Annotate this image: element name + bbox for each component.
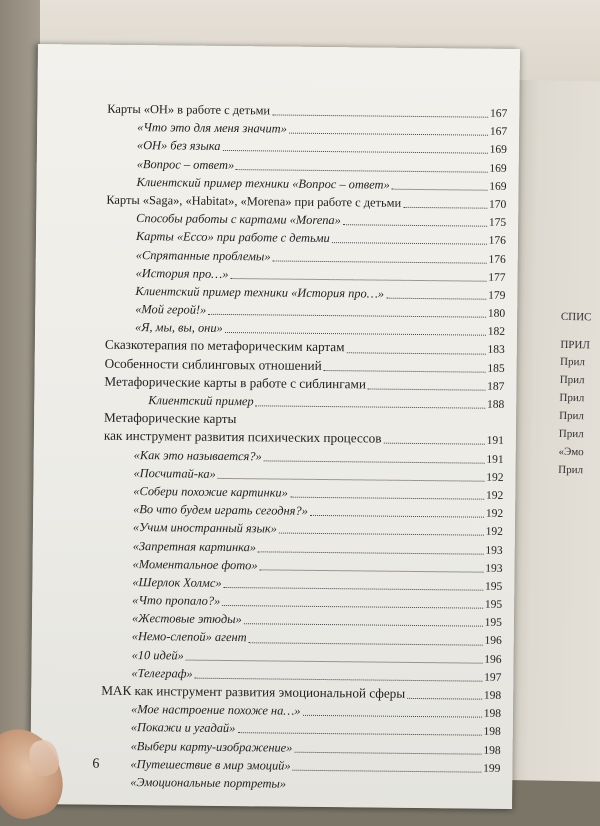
- table-of-contents: [100, 100, 507, 795]
- toc-entry-title: «Покажи и угадай»: [130, 720, 236, 736]
- toc-entry-title: Карты «Ессо» при работе с детьми: [135, 229, 330, 246]
- page-number: 6: [92, 756, 100, 772]
- toc-entry-page: 193: [485, 544, 503, 557]
- right-page-fragment: СПИС: [560, 310, 592, 324]
- toc-leader-dots: [293, 761, 482, 773]
- right-page-fragment: Прил: [559, 409, 585, 423]
- toc-entry-page: 167: [489, 125, 508, 139]
- toc-leader-dots: [289, 124, 488, 136]
- toc-leader-dots: [218, 469, 485, 482]
- right-page-fragment: Прил: [559, 355, 586, 369]
- toc-leader-dots: [244, 615, 483, 628]
- toc-leader-dots: [403, 198, 487, 209]
- toc-entry-page: 169: [489, 180, 507, 193]
- toc-entry-title: Метафорические карты в работе с сиблингами: [104, 373, 367, 392]
- toc-entry-page: 195: [484, 598, 503, 611]
- toc-entry-title: Карты «ОН» в работе с детьми: [107, 101, 271, 118]
- toc-entry-title: Способы работы с картами «Morena»: [136, 211, 341, 228]
- toc-leader-dots: [230, 269, 486, 282]
- toc-entry-title: «Собери похожие картинки»: [133, 483, 288, 500]
- toc-entry-page: 196: [484, 653, 502, 666]
- toc-leader-dots: [290, 488, 484, 500]
- toc-leader-dots: [343, 215, 487, 227]
- toc-entry-page: 197: [484, 671, 502, 684]
- toc-entry-title: «Путешествие в мир эмоций»: [130, 756, 291, 773]
- toc-entry-title: «Жестовые этюды»: [131, 611, 242, 627]
- toc-leader-dots: [310, 506, 484, 518]
- toc-entry-title: «10 идей»: [131, 647, 184, 663]
- toc-entry-page: 199: [483, 762, 501, 775]
- toc-leader-dots: [222, 141, 487, 154]
- toc-leader-dots: [222, 596, 483, 609]
- toc-leader-dots: [256, 396, 485, 408]
- toc-entry-page: 176: [488, 253, 506, 266]
- toc-entry-page: 179: [488, 289, 506, 302]
- toc-entry-page: 169: [489, 162, 507, 175]
- toc-entry-page: 185: [487, 362, 505, 375]
- toc-entry-title: «ОН» без языка: [136, 138, 221, 154]
- toc-entry-title: Карты «Saga», «Habitat», «Morena» при работе с детьми: [106, 192, 402, 210]
- toc-entry-page: 177: [488, 271, 506, 284]
- right-page-fragment: «Эмо: [558, 445, 584, 459]
- toc-entry-page: 195: [485, 580, 503, 593]
- toc-entry-page: 196: [484, 635, 502, 648]
- toc-leader-dots: [332, 233, 487, 245]
- toc-entry-title: «Эмоциональные портреты»: [130, 774, 287, 791]
- toc-entry-page: 170: [489, 198, 507, 211]
- toc-entry-title: Особенности сиблинговых отношений: [104, 355, 322, 373]
- toc-entry-page: 191: [486, 435, 504, 448]
- toc-entry-title: «Выбери карту-изображение»: [130, 738, 293, 755]
- toc-leader-dots: [186, 650, 483, 663]
- toc-entry-page: 187: [487, 380, 505, 393]
- toc-entry-page: 198: [483, 744, 501, 757]
- toc-leader-dots: [249, 633, 483, 645]
- toc-entry-page: 191: [486, 453, 504, 466]
- right-page-fragment: Прил: [558, 427, 584, 441]
- toc-entry-page: 192: [485, 489, 504, 502]
- toc-entry-page: 180: [487, 307, 506, 320]
- toc-entry-title: «Мой герой!»: [135, 302, 207, 317]
- toc-leader-dots: [208, 305, 486, 318]
- toc-leader-dots: [346, 343, 485, 354]
- toc-entry-page: 198: [483, 707, 502, 721]
- toc-entry-title: «История про…»: [135, 265, 229, 281]
- toc-entry-title: Сказкотерапия по метафорическим картам: [104, 337, 345, 355]
- toc-leader-dots: [224, 578, 484, 591]
- toc-entry-page: 188: [486, 398, 505, 411]
- toc-leader-dots: [272, 106, 488, 118]
- toc-entry-title: «Немо-слепой» агент: [131, 629, 247, 645]
- toc-leader-dots: [392, 180, 488, 191]
- toc-entry-title: Клиентский пример: [148, 393, 254, 409]
- toc-entry-page: 175: [488, 216, 507, 230]
- right-page-fragment: Прил: [559, 373, 585, 387]
- toc-leader-dots: [195, 669, 483, 682]
- toc-entry-title: «Телеграф»: [131, 665, 193, 681]
- toc-leader-dots: [302, 706, 481, 718]
- toc-entry-page: 192: [485, 507, 504, 521]
- toc-leader-dots: [273, 251, 487, 263]
- toc-entry-title: «Запретная картинка»: [132, 538, 257, 554]
- toc-leader-dots: [383, 434, 484, 445]
- toc-entry-title: Клиентский пример техники «История про…»: [135, 283, 385, 301]
- toc-entry-title: «Как это называется?»: [133, 447, 262, 463]
- book-page: [30, 44, 520, 809]
- toc-entry-page: 183: [487, 344, 505, 357]
- toc-leader-dots: [279, 524, 484, 536]
- toc-entry-page: 192: [486, 471, 504, 484]
- toc-entry-page: 182: [487, 325, 506, 339]
- toc-entry-page: 176: [488, 235, 507, 248]
- toc-leader-dots: [407, 689, 482, 700]
- toc-leader-dots: [236, 160, 487, 173]
- toc-entry-page: 192: [485, 526, 503, 539]
- toc-entry-page: 198: [483, 726, 501, 739]
- toc-leader-dots: [225, 323, 486, 336]
- toc-entry-title: «Я, мы, вы, они»: [134, 320, 223, 336]
- toc-leader-dots: [260, 560, 484, 572]
- toc-entry-title: «Мое настроение похоже на…»: [130, 702, 301, 718]
- toc-entry-title: Клиентский пример техники «Вопрос – ответ»: [136, 174, 390, 192]
- toc-leader-dots: [386, 289, 486, 300]
- toc-entry-title: «Спрятанные проблемы»: [135, 247, 271, 263]
- toc-entry-title: Метафорические карты: [104, 409, 237, 427]
- toc-entry-page: 195: [484, 616, 503, 630]
- toc-entry-title: «Шерлок Холмс»: [132, 574, 222, 590]
- toc-leader-dots: [258, 542, 484, 554]
- toc-leader-dots: [368, 379, 485, 390]
- toc-entry: [100, 773, 500, 795]
- toc-entry-title: «Учим иностранный язык»: [132, 520, 277, 536]
- toc-entry-title: «Моментальное фото»: [132, 556, 258, 573]
- toc-entry-title: «Что это для меня значит»: [137, 120, 287, 136]
- toc-entry-title: как инструмент развития психических процессов: [103, 428, 382, 446]
- toc-entry-title: «Что пропало?»: [132, 593, 221, 609]
- right-page-fragment: Прил: [558, 463, 584, 477]
- right-page-fragment: ПРИЛ: [560, 338, 590, 352]
- toc-leader-dots: [237, 724, 481, 737]
- toc-leader-dots: [264, 451, 485, 463]
- toc-leader-dots: [294, 742, 481, 754]
- right-page-fragment: Прил: [559, 391, 585, 405]
- toc-leader-dots: [324, 361, 486, 373]
- toc-entry-title: «Вопрос – ответ»: [136, 156, 235, 172]
- toc-entry-page: 198: [483, 689, 502, 702]
- toc-entry-title: «Посчитай-ка»: [133, 465, 216, 481]
- toc-entry-page: 167: [489, 107, 508, 120]
- toc-entry-page: 169: [489, 144, 507, 157]
- toc-entry-title: «Во что будем играть сегодня?»: [133, 502, 308, 518]
- toc-entry-title: МАК как инструмент развития эмоциональной сферы: [101, 682, 406, 701]
- toc-entry-page: 193: [485, 562, 503, 575]
